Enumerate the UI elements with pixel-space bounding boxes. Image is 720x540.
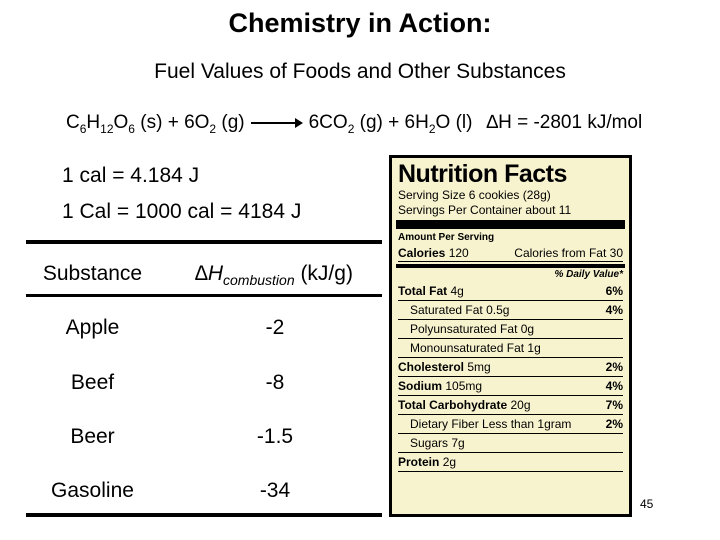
eq-sub: 12 — [100, 121, 114, 136]
serving-size: Serving Size 6 cookies (28g) — [398, 188, 551, 202]
nutrient-daily-percent: 2% — [605, 417, 623, 431]
row-value: -1.5 — [256, 425, 294, 448]
eq-sub: 2 — [209, 121, 217, 136]
eq-state-g: (g) — [216, 112, 245, 133]
nutrient-list — [398, 282, 623, 472]
header-dh-symbol: ∆H — [195, 262, 224, 285]
nutrient-daily-percent: 2% — [605, 360, 623, 374]
nutrient-row — [398, 396, 623, 415]
nutrient-row — [398, 320, 623, 339]
eq-sub: 2 — [428, 121, 436, 136]
nutrient-amount: 105mg — [445, 379, 483, 393]
nutrient-daily-percent: 7% — [605, 398, 623, 412]
slide-subtitle: Fuel Values of Foods and Other Substances — [154, 60, 566, 83]
eq-sub: 6 — [79, 121, 87, 136]
row-substance: Gasoline — [51, 479, 134, 502]
nutrient-row — [398, 339, 623, 358]
nutrient-label: Total Fat — [398, 284, 448, 298]
nutrient-amount: 4g — [450, 284, 464, 298]
eq-products: (g) + 6H — [354, 112, 429, 133]
nutrient-label: Total Carbohydrate — [398, 398, 508, 412]
eq-sub: 2 — [347, 121, 355, 136]
page-number: 45 — [640, 497, 654, 511]
nutrient-label: Cholesterol — [398, 360, 465, 374]
header-substance: Substance — [42, 262, 143, 285]
nutrient-label: Protein — [398, 455, 440, 469]
eq-enthalpy: ∆H = -2801 kJ/mol — [486, 112, 643, 133]
nutrient-amount: 0g — [520, 322, 535, 336]
daily-value-header: % Daily Value* — [554, 269, 623, 280]
row-value: -2 — [265, 316, 285, 339]
conversion-cal-joule: 1 cal = 4.184 J — [62, 164, 200, 187]
nutrient-row — [398, 358, 623, 377]
nutrient-amount: 0.5g — [486, 303, 510, 317]
nutrient-amount: 7g — [451, 436, 465, 450]
calories-value: 120 — [448, 246, 469, 260]
nutrient-amount: 20g — [510, 398, 531, 412]
nutrient-label: Polyunsaturated Fat — [410, 322, 518, 336]
nutrition-facts-label — [389, 155, 632, 517]
row-value: -8 — [265, 371, 285, 394]
row-substance: Beer — [70, 425, 115, 448]
calories-row — [398, 245, 623, 262]
nutrient-label: Sugars — [410, 436, 449, 450]
row-value: -34 — [259, 479, 291, 502]
conversion-Cal-joule: 1 Cal = 1000 cal = 4184 J — [62, 200, 302, 223]
eq-products: O (l) — [435, 112, 473, 133]
nutrient-row — [398, 301, 623, 320]
nutrition-title: Nutrition Facts — [398, 160, 567, 188]
nutrient-label: Monounsaturated Fat — [410, 341, 525, 355]
row-substance: Beef — [70, 371, 115, 394]
nutrient-row — [398, 434, 623, 453]
amount-per-serving: Amount Per Serving — [398, 232, 495, 243]
nutrition-thick-divider — [396, 220, 625, 229]
eq-products: 6CO — [308, 112, 348, 133]
slide-title: Chemistry in Action: — [228, 8, 492, 38]
nutrient-daily-percent: 4% — [605, 303, 623, 317]
table-bottom-rule — [26, 513, 382, 517]
table-top-rule — [26, 240, 382, 244]
nutrient-label: Dietary Fiber Less than 1gram — [410, 417, 572, 431]
nutrient-amount: 5mg — [467, 360, 491, 374]
header-dh-subscript: combustion — [223, 272, 295, 289]
nutrient-row — [398, 377, 623, 396]
servings-per-container: Servings Per Container about 11 — [398, 203, 572, 217]
eq-sub: 6 — [128, 121, 135, 136]
nutrient-label: Saturated Fat — [410, 303, 483, 317]
nutrient-label: Sodium — [398, 379, 442, 393]
header-dh-unit: (kJ/g) — [294, 262, 353, 285]
nutrient-row — [398, 415, 623, 434]
reaction-arrow-icon — [251, 118, 303, 128]
table-header-rule — [26, 294, 382, 297]
eq-c: C — [66, 112, 80, 133]
calories-label: Calories — [398, 246, 446, 260]
nutrient-row — [398, 282, 623, 301]
nutrient-daily-percent: 4% — [605, 379, 623, 393]
eq-h: H — [86, 112, 101, 133]
nutrient-amount: 1g — [527, 341, 541, 355]
eq-reactant-states: (s) + 6O — [134, 112, 210, 133]
nutrient-daily-percent: 6% — [605, 284, 623, 298]
row-substance: Apple — [65, 316, 120, 339]
nutrient-amount: 2g — [442, 455, 457, 469]
nutrient-row — [398, 453, 623, 472]
header-enthalpy — [195, 262, 375, 288]
eq-o: O — [113, 112, 129, 133]
combustion-equation — [66, 112, 642, 136]
calories-from-fat: Calories from Fat 30 — [514, 246, 623, 260]
